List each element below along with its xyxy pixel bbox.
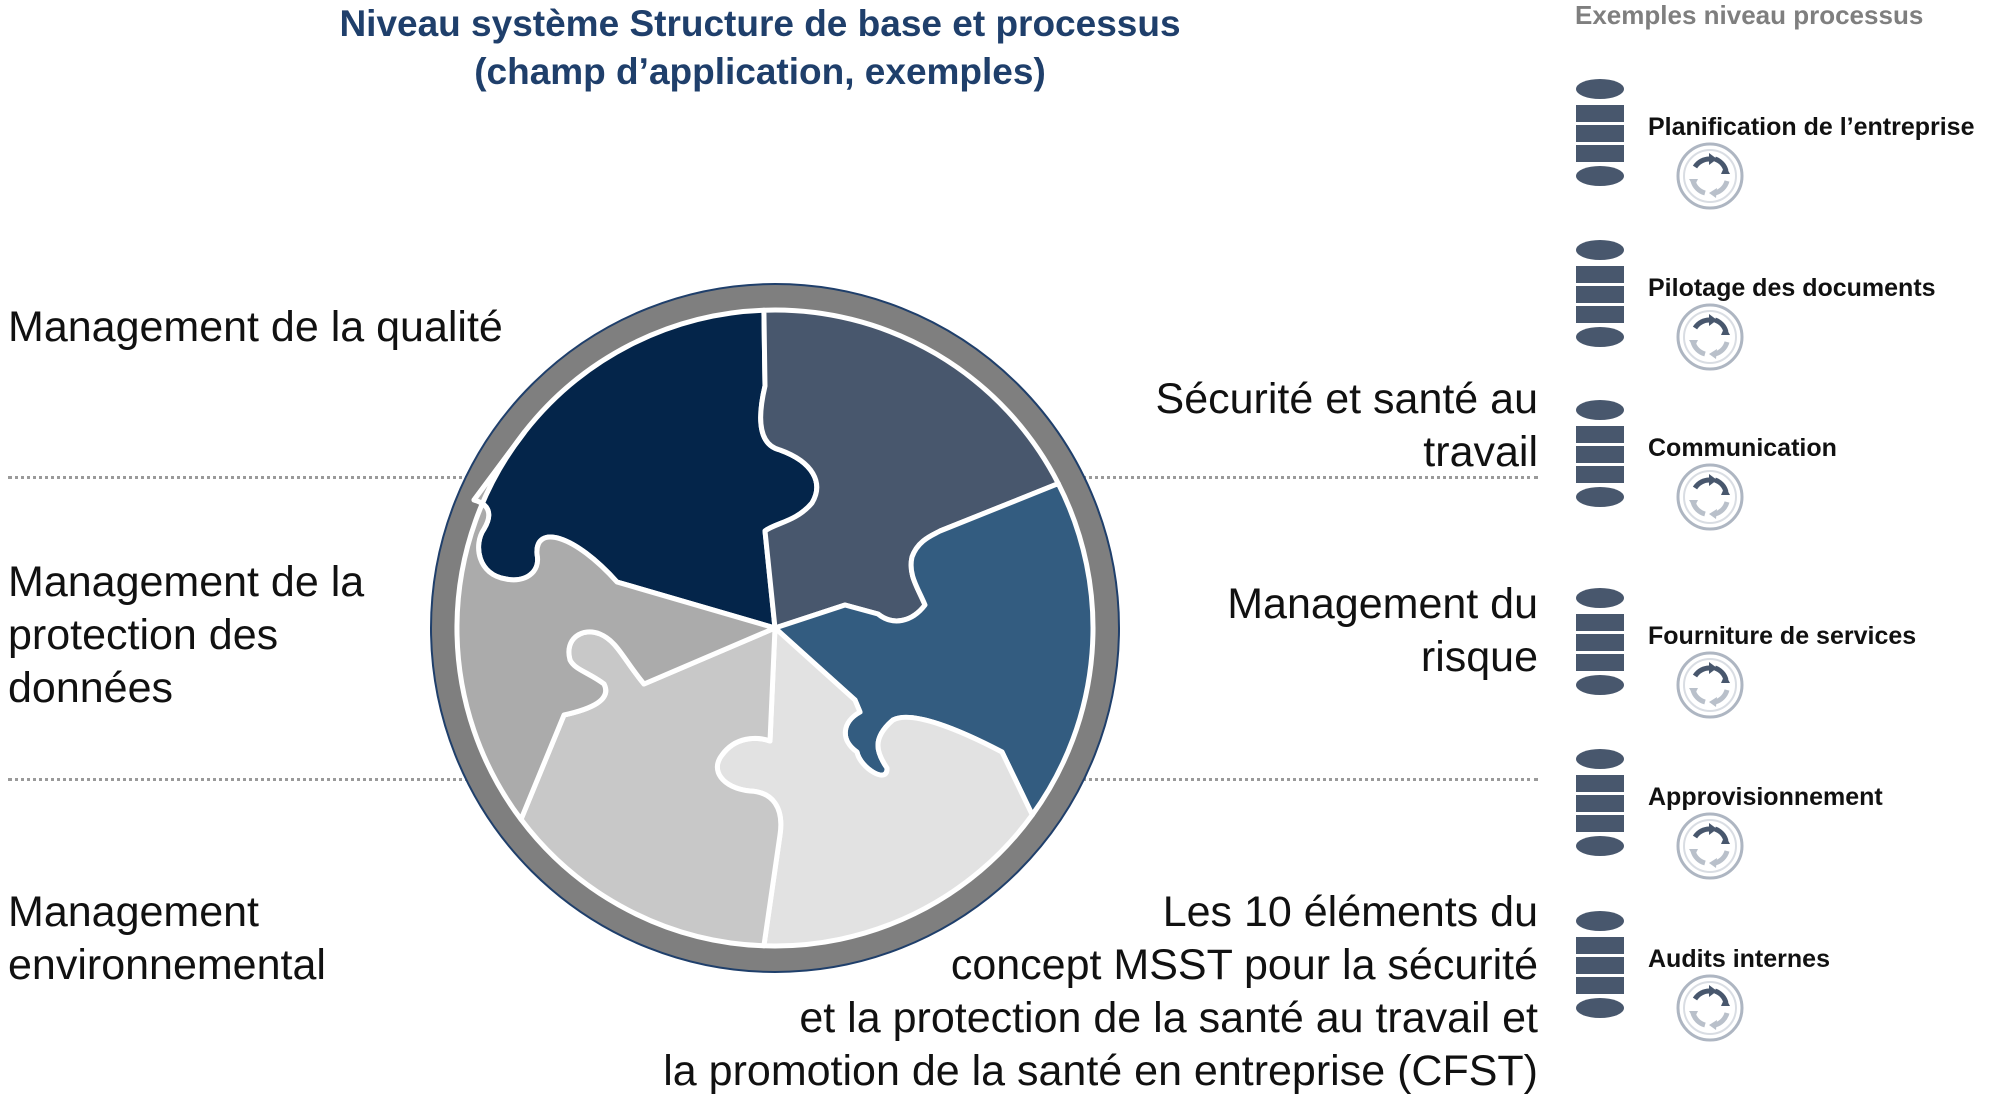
process-example-label: Pilotage des documents [1648,274,1936,302]
cycle-arrows-icon [1675,650,1745,725]
process-example-item [1570,76,2000,191]
diagram-title-line-2: (champ d’application, exemples) [474,51,1046,92]
label-risk-management: Management du risque [1227,580,1538,681]
cycle-arrows-icon [1675,462,1745,537]
diagram-title-line-1: Niveau système Structure de base et processus [339,3,1181,44]
process-example-label: Planification de l’entreprise [1648,113,1975,141]
process-example-label: Approvisionnement [1648,783,1883,811]
process-example-item [1570,585,2000,700]
cycle-arrows-icon [1675,811,1745,886]
label-data-protection-management: Management de la protection des données [8,558,365,712]
process-example-item [1570,746,2000,861]
process-stack-icon [1570,746,1630,863]
process-stack-icon [1570,585,1630,702]
cycle-arrows-icon [1675,141,1745,216]
cycle-arrows-icon [1675,302,1745,377]
label-occupational-safety: Sécurité et santé au travail [1155,375,1538,476]
process-example-item [1570,237,2000,352]
process-example-label: Communication [1648,434,1837,462]
process-stack-icon [1570,76,1630,193]
process-examples-header: Exemples niveau processus [1575,0,1924,30]
label-quality-management: Management de la qualité [8,303,503,351]
process-stack-icon [1570,237,1630,354]
process-stack-icon [1570,908,1630,1025]
process-example-label: Fourniture de services [1648,622,1917,650]
process-stack-icon [1570,397,1630,514]
label-environmental-management: Management environnemental [8,888,326,989]
process-example-item [1570,397,2000,512]
process-example-label: Audits internes [1648,945,1830,973]
process-example-item [1570,908,2000,1023]
label-msst-concept: Les 10 éléments du concept MSST pour la sécurité et la protection de la santé au travail et la promotion de la santé en entreprise (CFST) [663,888,1538,1095]
cycle-arrows-icon [1675,973,1745,1048]
